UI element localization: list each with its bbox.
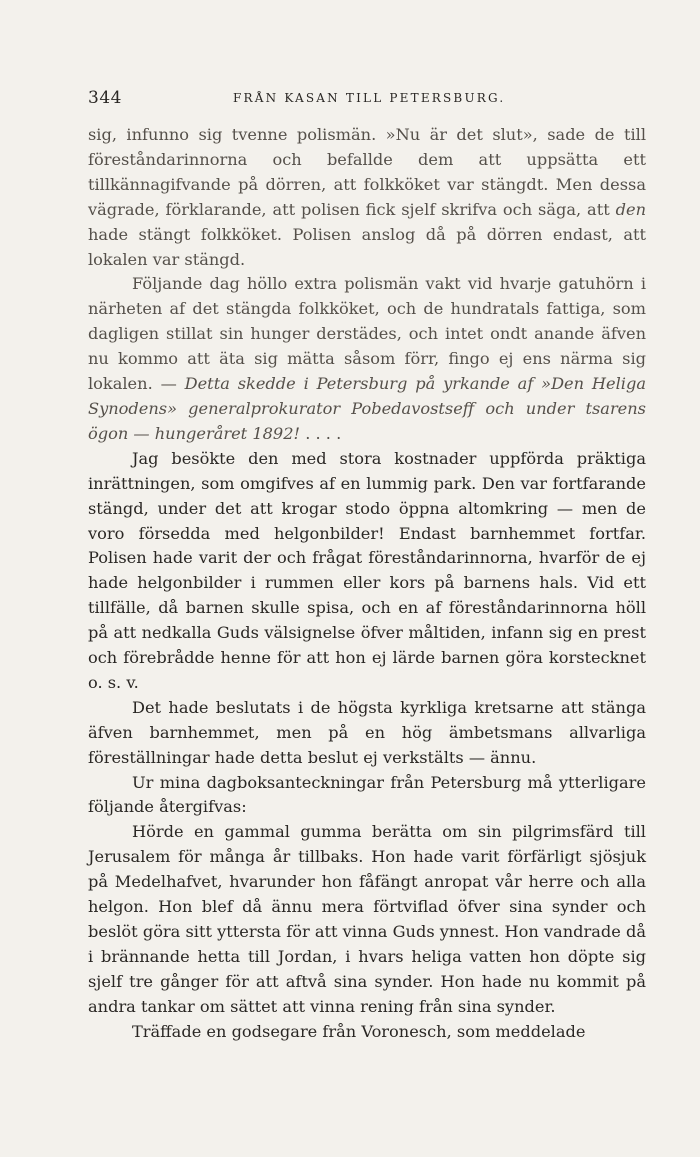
paragraph-p7	[88, 1020, 646, 1045]
text-segment: Jag besökte den med stora kostnader uppförda präktiga inrättningen, som omgifves af en lummig park. Den var fortfarande stängd, under det att krogar stodo öppna altomkring — men de voro försedda med helgonbilder! Endast barnhemmet fortfar. Polisen hade varit der och frågat föreståndarinnorna, hvarför de ej hade helgonbilder i rummen eller kors på barnens hals. Vid ett tillfälle, då barnen skulle spisa, och en af föreståndarinnorna höll på att nedkalla Guds välsignelse öfver måltiden, infann sig en prest och förebrådde henne för att hon ej lärde barnen göra korstecknet o. s. v.	[88, 448, 646, 692]
text-segment: . . . .	[300, 423, 342, 443]
italic-segment: Detta skedde i Petersburg på yrkande af »Den Heliga Synodens» generalprokurator Pobedavostseff och under tsarens ögon — hungeråret 1892!	[88, 374, 646, 443]
body-text	[88, 123, 646, 1045]
book-page	[88, 88, 646, 1045]
paragraph-p4	[88, 696, 646, 771]
text-segment: Träffade en godsegare från Voronesch, som meddelade	[132, 1021, 586, 1041]
text-segment: Det hade beslutats i de högsta kyrkliga kretsarne att stänga äfven barnhemmet, men på en hög ämbetsmans allvarliga föreställningar hade detta beslut ej verkstälts — ännu.	[88, 697, 646, 767]
paragraph-p2	[88, 272, 646, 446]
paragraph-p3	[88, 447, 646, 696]
text-segment: Följande dag höllo extra polismän vakt vid hvarje gatuhörn i närheten af det stängda folkköket, och de hundratals fattiga, som dagligen stillat sin hunger derstädes, och intet ondt anande äfven nu kommo att äta sig mätta såsom förr, fingo ej ens närma sig lokalen. —	[88, 274, 646, 394]
text-segment: Hörde en gammal gumma berätta om sin pilgrimsfärd till Jerusalem för många år tillbaks. Hon hade varit förfärligt sjösjuk på Medelhafvet, hvarunder hon fåfängt anropat vår herre och alla helgon. Hon blef då ännu mera förtviflad öfver sina synder och beslöt göra sitt yttersta för att vinna Guds ynnest. Hon vandrade då i brännande hetta till Jordan, i hvars heliga vatten hon döpte sig sjelf tre gånger för att aftvå sina synder. Hon hade nu kommit på andra tankar om sättet att vinna rening från sina synder.	[88, 822, 646, 1016]
page-header	[88, 88, 646, 114]
paragraph-p1	[88, 123, 646, 272]
italic-segment: den	[615, 199, 646, 219]
text-segment: Ur mina dagboksanteckningar från Petersburg må ytterligare följande återgifvas:	[88, 772, 646, 817]
text-segment: hade stängt folkköket. Polisen anslog då på dörren endast, att lokalen var stängd.	[88, 224, 646, 269]
running-head: FRÅN KASAN TILL PETERSBURG.	[233, 91, 506, 105]
paragraph-p5	[88, 771, 646, 821]
text-segment: sig, infunno sig tvenne polismän. »Nu är det slut», sade de till föreståndarinnorna och befallde dem att uppsätta ett tillkännagifvande på dörren, att folkköket var stängdt. Men dessa vägrade, förklarande, att polisen fick sjelf skrifva och säga, att	[88, 125, 646, 219]
paragraph-p6	[88, 820, 646, 1019]
page-number: 344	[88, 88, 122, 108]
